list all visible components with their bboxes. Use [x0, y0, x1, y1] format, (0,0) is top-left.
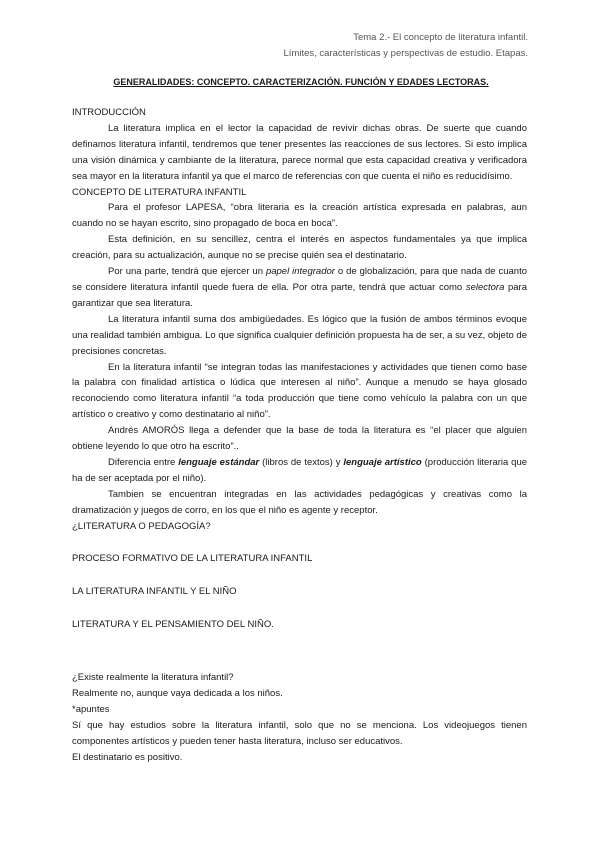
concept-p7-text-a: Diferencia entre [108, 456, 179, 468]
header-line-1: Tema 2.- El concepto de literatura infantil. [353, 32, 528, 43]
answer-1: Realmente no, aunque vaya dedicada a los niños. [72, 688, 283, 700]
notes-paragraph-1: Sí que hay estudios sobre la literatura infantil, solo que no se menciona. Los videojuegos tienen componentes artísticos y pueden tener hasta literatura, incluso ser educativos. [72, 719, 527, 747]
concept-p3-text-c: para garantizar que sea literatura. [72, 281, 528, 309]
spacer [72, 567, 527, 584]
spacer [72, 600, 527, 617]
concept-paragraph-7 [72, 455, 527, 487]
intro-paragraph: La literatura implica en el lector la capacidad de revivir dichas obras. De suerte que cuando definamos literatura infantil, tendremos que tener presentes las reacciones de sus lectores. Si esto implica una visión dinámica y cambiante de la literatura, parece normal que esta capacidad creativa y verificadora sea mayor en la literatura infantil ya que el marco de referencias con que cuenta el niño es reducidísimo. [72, 122, 527, 182]
spacer [72, 534, 527, 551]
concept-paragraph-4: La literatura infantil suma dos ambigüedades. Es lógico que la fusión de ambos términos evoque una realidad también ambigua. Lo que significa cualquier definición propuesta ha de ser, a su vez, objeto de precisiones concretas. [72, 313, 527, 357]
document-title: GENERALIDADES: CONCEPTO. CARACTERIZACIÓN. FUNCIÓN Y EDADES LECTORAS. [113, 77, 489, 87]
concept-p7-bold-2: lenguaje artístico [343, 456, 422, 468]
intro-heading: INTRODUCCIÓN [72, 107, 146, 118]
concept-p3-italic-1: papel integrador [265, 266, 335, 278]
spacer [72, 650, 527, 670]
nino-heading: LA LITERATURA INFANTIL Y EL NIÑO [72, 586, 237, 598]
concept-p3-text-b: o de globalización, para que nada de cuanto se considere literatura infantil quede fuera de ella. Por otra parte, tendrá que actuar como [72, 266, 527, 293]
concept-p7-bold-1: lenguaje estándar [178, 456, 260, 468]
concept-paragraph-5: En la literatura infantil “se integran todas las manifestaciones y actividades que tienen como base la palabra con finalidad artística o lúdica que interesen al niño”. Aunque a menudo se haya glosado reconociendo como literatura infantil “a toda producción que tiene como vehículo la palabra con un que artístico o creativo y como destinatario al niño”. [72, 361, 527, 421]
apuntes-label: *apuntes [72, 704, 110, 715]
concept-paragraph-6: Andrés AMORÓS llega a defender que la base de toda la literatura es “el placer que alguien obtiene leyendo lo que otro ha escrito”.. [72, 425, 527, 453]
concept-p7-text-c: (producción literaria que ha de ser aceptada por el niño). [72, 456, 528, 484]
concept-paragraph-2: Esta definición, en su sencillez, centra el interés en aspectos fundamentales ya que implica creación, para su actualización, aunque no se precise quién sea el destinatario. [72, 234, 527, 262]
concept-paragraph-3 [72, 264, 527, 312]
concept-p3-text-a: Por una parte, tendrá que ejercer un [108, 266, 266, 278]
question-heading: ¿LITERATURA O PEDAGOGÍA? [72, 520, 211, 532]
document-body [72, 105, 527, 766]
concept-p7-text-b: (libros de textos) y [259, 456, 344, 468]
spacer [72, 633, 527, 650]
header-line-2: Límites, características y perspectivas de estudio. Etapas. [283, 48, 528, 59]
concept-paragraph-8: Tambien se encuentran integradas en las actividades pedagógicas y creativas como la dramatización y juegos de corro, en los que el niño es agente y receptor. [72, 488, 527, 516]
proceso-heading: PROCESO FORMATIVO DE LA LITERATURA INFANTIL [72, 553, 313, 565]
question-1: ¿Existe realmente la literatura infantil? [72, 672, 234, 684]
notes-paragraph-2: El destinatario es positivo. [72, 751, 183, 763]
pensamiento-heading: LITERATURA Y EL PENSAMIENTO DEL NIÑO. [72, 619, 274, 631]
concept-heading: CONCEPTO DE LITERATURA INFANTIL [72, 186, 247, 198]
concept-paragraph-1: Para el profesor LAPESA, “obra literaria es la creación artística expresada en palabras, aun cuando no se hayan escrito, sino propagado de boca en boca”. [72, 202, 527, 230]
page-header [284, 30, 528, 62]
concept-p3-italic-2: selectora [465, 281, 505, 293]
